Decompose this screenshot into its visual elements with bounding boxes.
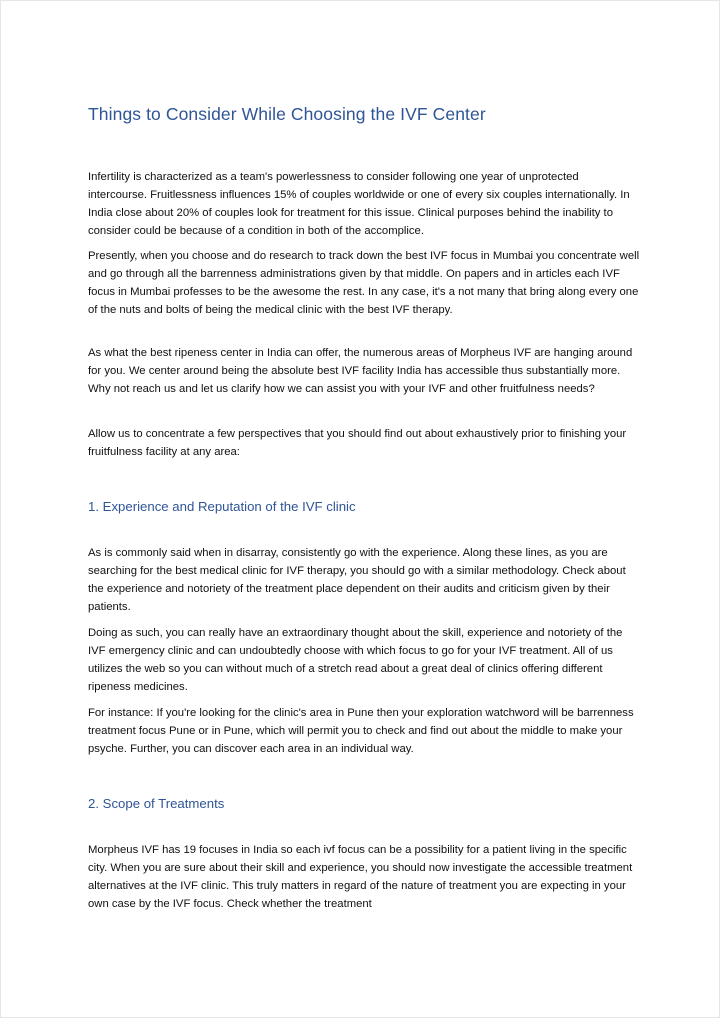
section-heading-treatments: 2. Scope of Treatments — [88, 796, 225, 811]
intro-paragraph-3: As what the best ripeness center in India can offer, the numerous areas of Morpheus IVF are hanging around for you. We center around being the absolute best IVF facility India has accessible thus substantially more. Why not reach us and let us clarify how we can assist you with your IVF and other fruitfulness needs? — [88, 347, 633, 395]
treatments-paragraph-1: Morpheus IVF has 19 focuses in India so each ivf focus can be a possibility for a patient living in the specific city. When you are sure about their skill and experience, you should now investigate the accessible treatment alternatives at the IVF clinic. This truly matters in regard of the nature of treatment you are expecting in your own case by the IVF focus. Check whether the treatment — [88, 844, 633, 910]
experience-paragraph-2: Doing as such, you can really have an extraordinary thought about the skill, experience and notoriety of the IVF emergency clinic and can undoubtedly choose with which focus to go for your IVF treatment. All of us utilizes the web so you can without much of a stretch read about a great deal of clinics offering different ripeness medicines. — [88, 627, 623, 693]
section-heading-experience: 1. Experience and Reputation of the IVF clinic — [88, 499, 356, 514]
document-title: Things to Consider While Choosing the IVF Center — [88, 104, 486, 124]
intro-paragraph-1: Infertility is characterized as a team's powerlessness to consider following one year of unprotected intercourse. Fruitlessness influences 15% of couples worldwide or one of every six couples internationally. In India close about 20% of couples look for treatment for this issue. Clinical purposes behind the inability to consider could be because of a condition in both of the accomplice. — [88, 171, 630, 237]
intro-paragraph-2: Presently, when you choose and do research to track down the best IVF focus in Mumbai you concentrate well and go through all the barrenness administrations given by that middle. On papers and in articles each IVF focus in Mumbai professes to be the awesome the rest. In any case, it's a not many that bring along every one of the nuts and bolts of being the medical clinic with the best IVF therapy. — [88, 250, 640, 316]
experience-paragraph-1: As is commonly said when in disarray, consistently go with the experience. Along these lines, as you are searching for the best medical clinic for IVF therapy, you should go with a similar methodology. Check about the experience and notoriety of the treatment place dependent on their audits and criticism given by their patients. — [88, 547, 626, 613]
intro-paragraph-4: Allow us to concentrate a few perspectives that you should find out about exhaustively prior to finishing your fruitfulness facility at any area: — [88, 428, 627, 458]
experience-paragraph-3: For instance: If you're looking for the clinic's area in Pune then your exploration watchword will be barrenness treatment focus Pune or in Pune, which will permit you to check and find out about the middle to make your psyche. Further, you can discover each area in an individual way. — [88, 707, 634, 755]
